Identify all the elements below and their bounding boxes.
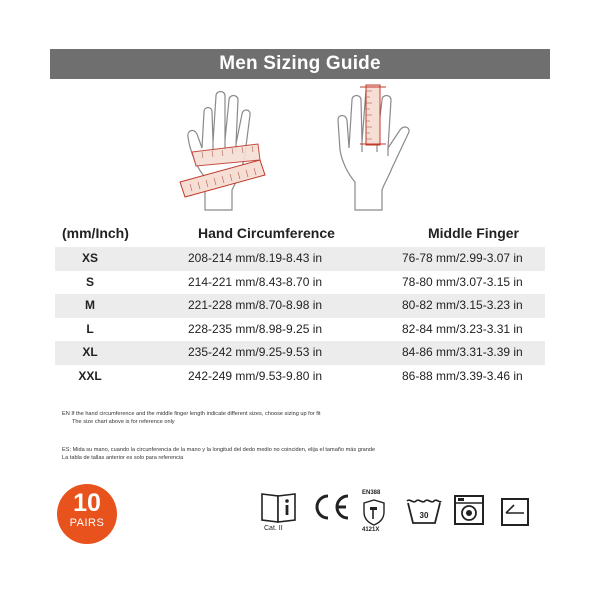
middle-finger-value: 76-78 mm/2.99-3.07 in	[402, 251, 523, 265]
column-header-unit: (mm/Inch)	[62, 225, 129, 241]
middle-finger-value: 86-88 mm/3.39-3.46 in	[402, 368, 523, 383]
pairs-count: 10	[73, 489, 101, 517]
drying-square-icon	[500, 497, 530, 527]
note-es-line1: ES: Mida su mano, cuando la circunferencia de la mano y la longitud del dedo medio no coinciden, elija el tamaño más grande	[62, 447, 376, 453]
note-es-line2: La tabla de tallas anterior es solo para referencia	[62, 455, 184, 461]
pairs-badge	[57, 484, 117, 544]
hand-illustrations	[150, 82, 450, 222]
ce-text	[311, 492, 312, 493]
wash-tub-icon	[404, 495, 444, 527]
washing-machine-icon	[453, 494, 485, 526]
middle-finger-value: 78-80 mm/3.07-3.15 in	[402, 274, 523, 289]
middle-finger-value: 82-84 mm/3.23-3.31 in	[402, 321, 523, 336]
table-row-l	[55, 318, 545, 342]
size-label: XS	[81, 251, 98, 265]
circumference-value: 242-249 mm/9.53-9.80 in	[188, 368, 323, 383]
size-label: S	[85, 274, 94, 289]
size-label: XL	[82, 345, 98, 359]
size-label: L	[86, 321, 94, 336]
circumference-value: 208-214 mm/8.19-8.43 in	[188, 251, 323, 265]
table-row-xl	[55, 341, 545, 365]
circumference-value: 221-228 mm/8.70-8.98 in	[188, 298, 323, 312]
note-en-line1: EN If the hand circumference and the middle finger length indicate different sizes, choose sizing up for fit	[62, 411, 321, 417]
page-title: Men Sizing Guide	[219, 53, 381, 74]
size-label: XXL	[78, 368, 102, 383]
middle-finger-value: 84-86 mm/3.31-3.39 in	[402, 345, 523, 359]
column-header-middle-finger: Middle Finger	[428, 225, 519, 241]
size-label: M	[85, 298, 95, 312]
en-standard-label: EN388	[362, 490, 381, 496]
column-header-circumference: Hand Circumference	[198, 225, 335, 241]
manual-book-icon	[259, 490, 299, 524]
circumference-value: 214-221 mm/8.43-8.70 in	[188, 274, 323, 289]
title-banner	[50, 49, 550, 79]
note-en-line2: The size chart above is for reference only	[72, 419, 175, 425]
table-row-s	[55, 271, 545, 295]
circumference-value: 235-242 mm/9.25-9.53 in	[188, 345, 323, 359]
svg-text:30: 30	[419, 511, 429, 520]
shield-hammer-icon	[362, 498, 386, 526]
ce-mark	[311, 492, 353, 522]
table-row-m	[55, 294, 545, 318]
middle-finger-value: 80-82 mm/3.15-3.23 in	[402, 298, 523, 312]
size-table	[55, 247, 545, 388]
table-row-xs	[55, 247, 545, 271]
circumference-value: 228-235 mm/8.98-9.25 in	[188, 321, 323, 336]
pairs-label: PAIRS	[69, 517, 105, 529]
en-code-label: 4121X	[362, 527, 380, 533]
cat-label: Cat. II	[264, 525, 283, 532]
table-row-xxl	[55, 365, 545, 389]
